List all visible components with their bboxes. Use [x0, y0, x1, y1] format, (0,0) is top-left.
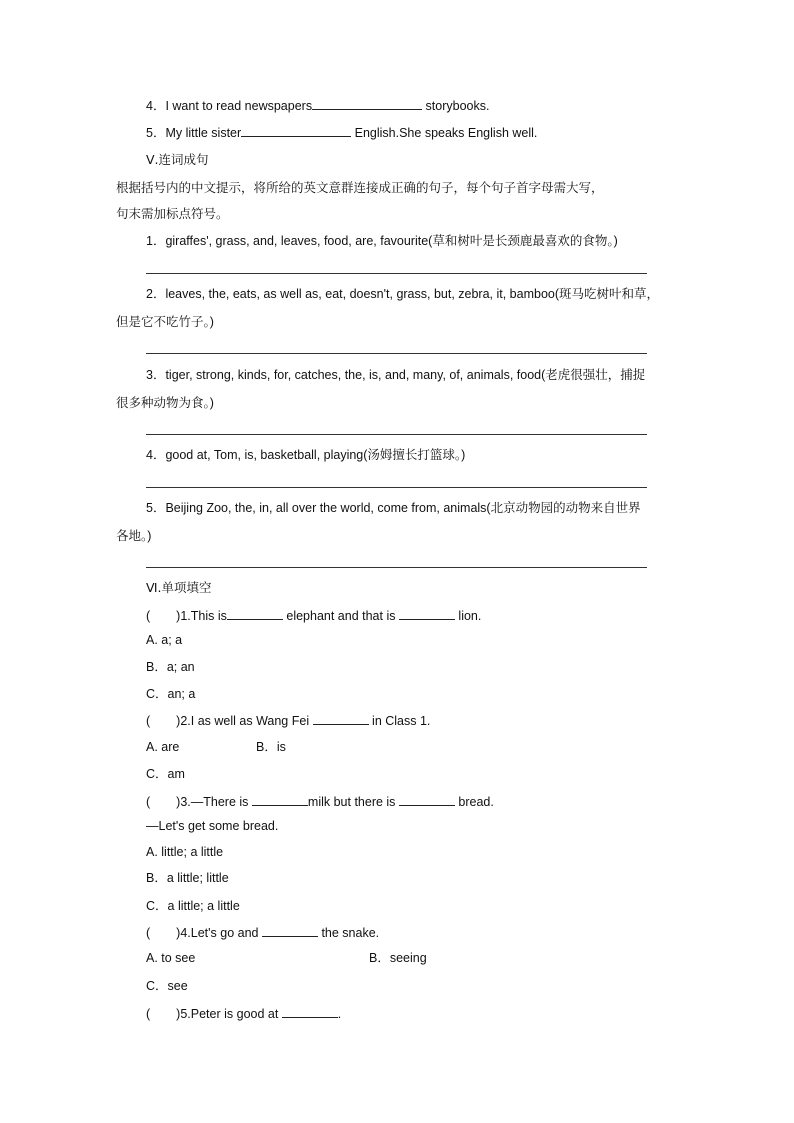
answer-blank[interactable] — [241, 124, 351, 137]
paren-close: ) — [176, 714, 181, 728]
item-number: 4． — [146, 99, 166, 113]
answer-blank — [227, 607, 283, 620]
answer-line-2[interactable] — [146, 353, 647, 354]
mc-question-3 — [146, 793, 494, 810]
section-6-heading: Ⅵ.单项填空 — [146, 580, 212, 595]
option-a[interactable]: A. little; a little — [146, 845, 224, 859]
item-text-after-blank: English.She speaks English well. — [351, 126, 538, 140]
item-text-after-blank: storybooks. — [422, 99, 490, 113]
answer-line-3[interactable] — [146, 434, 647, 435]
sentence-item-4: 4．good at, Tom, is, basketball, playing(汤姆擅长打篮球。) — [146, 448, 466, 462]
option-c[interactable]: C．an; a — [146, 687, 196, 701]
section-5-instruction-line-1: 根据括号内的中文提示，将所给的英文意群连接成正确的句子，每个句子首字母需大写， — [116, 180, 604, 195]
mc-question-4 — [146, 924, 379, 941]
question-stem: 3.—There is — [180, 795, 252, 809]
section-5-heading: Ⅴ.连词成句 — [146, 152, 209, 167]
option-b[interactable]: B．is — [256, 740, 286, 754]
paren-open: ( — [146, 1007, 151, 1021]
answer-blank — [252, 793, 308, 806]
option-b[interactable]: B．a little; little — [146, 871, 229, 885]
answer-line-1[interactable] — [146, 273, 647, 274]
option-c[interactable]: C．see — [146, 979, 188, 993]
paren-open: ( — [146, 714, 151, 728]
option-c[interactable]: C．a little; a little — [146, 899, 240, 913]
sentence-item-2-cont: 但是它不吃竹子。) — [116, 315, 214, 329]
question-stem: lion. — [454, 609, 482, 623]
question-stem: in Class 1. — [368, 714, 431, 728]
mc-question-5 — [146, 1005, 341, 1022]
question-stem: milk but there is — [307, 795, 399, 809]
option-b[interactable]: B．a; an — [146, 660, 195, 674]
sentence-item-3: 3．tiger, strong, kinds, for, catches, the, is, and, many, of, animals, food(老虎很强壮，捕捉 — [146, 368, 646, 382]
answer-blank — [262, 924, 318, 937]
question-stem: 2.I as well as Wang Fei — [180, 714, 313, 728]
question-stem: 1.This is — [180, 609, 227, 623]
fill-in-item-5 — [146, 124, 537, 141]
dialogue-reply: —Let's get some bread. — [146, 819, 279, 833]
section-5-instruction-line-2: 句末需加标点符号。 — [116, 206, 229, 221]
question-stem: 5.Peter is good at — [180, 1007, 282, 1021]
item-number: 5． — [146, 126, 166, 140]
item-text-before-blank: My little sister — [165, 126, 242, 140]
sentence-item-5: 5．Beijing Zoo, the, in, all over the world, come from, animals(北京动物园的动物来自世界 — [146, 501, 641, 515]
sentence-item-1: 1．giraffes', grass, and, leaves, food, are, favourite(草和树叶是长颈鹿最喜欢的食物。) — [146, 234, 618, 248]
option-c[interactable]: C．am — [146, 767, 185, 781]
answer-line-5[interactable] — [146, 567, 647, 568]
option-b[interactable]: B．seeing — [369, 951, 427, 965]
sentence-item-5-cont: 各地。) — [116, 529, 152, 543]
paren-close: ) — [176, 926, 181, 940]
item-text-before-blank: I want to read newspapers — [165, 99, 313, 113]
fill-in-item-4 — [146, 97, 489, 114]
question-stem: the snake. — [317, 926, 380, 940]
paren-close: ) — [176, 795, 181, 809]
paren-close: ) — [176, 1007, 181, 1021]
answer-blank — [282, 1005, 338, 1018]
answer-blank — [313, 712, 369, 725]
question-stem: elephant and that is — [282, 609, 399, 623]
question-stem: bread. — [454, 795, 494, 809]
paren-open: ( — [146, 926, 151, 940]
sentence-item-2: 2．leaves, the, eats, as well as, eat, doesn't, grass, but, zebra, it, bamboo(斑马吃树叶和草， — [146, 287, 660, 301]
question-stem: . — [337, 1007, 342, 1021]
sentence-item-3-cont: 很多种动物为食。) — [116, 396, 214, 410]
answer-blank — [399, 607, 455, 620]
answer-blank[interactable] — [312, 97, 422, 110]
mc-question-1 — [146, 607, 481, 624]
paren-open: ( — [146, 795, 151, 809]
mc-question-2 — [146, 712, 430, 729]
paren-close: ) — [176, 609, 181, 623]
option-a[interactable]: A. to see — [146, 951, 196, 965]
answer-blank — [399, 793, 455, 806]
paren-open: ( — [146, 609, 151, 623]
option-a[interactable]: A. are — [146, 740, 180, 754]
answer-line-4[interactable] — [146, 487, 647, 488]
option-a[interactable]: A. a; a — [146, 633, 183, 647]
question-stem: 4.Let's go and — [180, 926, 262, 940]
